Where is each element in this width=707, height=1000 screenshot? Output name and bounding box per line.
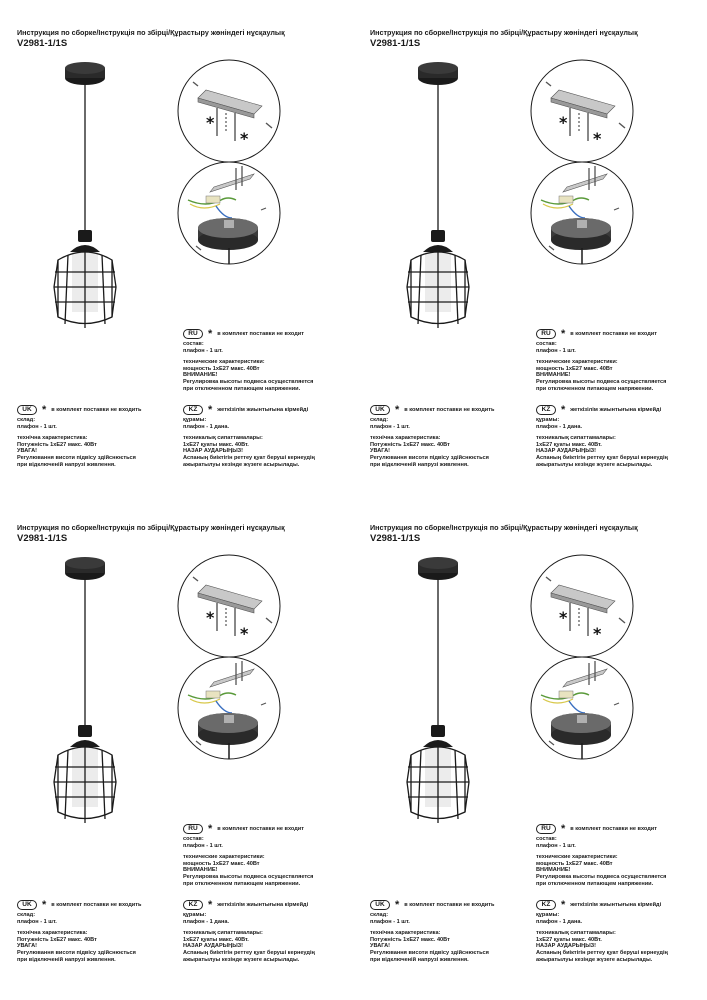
instruction-title: Инструкция по сборке/Інструкція по збірці/Құрастыру жөніндегі нұсқаулық <box>17 523 285 532</box>
kz-specs-label: техникалық сипаттамалары: <box>183 930 263 937</box>
instruction-copy <box>0 0 353 500</box>
canopy-wiring-diagram <box>529 160 635 266</box>
excluded-star-marker: * <box>559 608 568 627</box>
kz-language-badge: KZ <box>183 405 203 415</box>
canopy-wiring-diagram <box>176 160 282 266</box>
excluded-star-marker: * <box>206 608 215 627</box>
uk-specs-label: технічна характеристика: <box>17 435 88 442</box>
star-icon: * <box>395 404 400 416</box>
ru-not-included-note: в комплект поставки не входит <box>217 330 304 337</box>
kz-section <box>183 405 353 468</box>
star-icon: * <box>208 899 213 911</box>
uk-warning-text: при відключеній напрузі живлення. <box>17 461 116 468</box>
ru-contents-value: плафон - 1 шт. <box>183 842 223 849</box>
excluded-star-marker: * <box>206 113 215 132</box>
kz-contents-value: плафон - 1 дана. <box>183 918 230 925</box>
ru-section <box>536 329 701 392</box>
instruction-title: Инструкция по сборке/Інструкція по збірці/Құрастыру жөніндегі нұсқаулық <box>17 28 285 37</box>
bracket-mounting-diagram <box>176 553 282 659</box>
star-icon: * <box>208 404 213 416</box>
kz-language-badge: KZ <box>183 900 203 910</box>
uk-specs-label: технічна характеристика: <box>370 930 441 937</box>
ru-section <box>183 329 348 392</box>
star-icon: * <box>561 823 566 835</box>
uk-section <box>17 900 177 963</box>
kz-warning-label: НАЗАР АУДАРЫҢЫЗ! <box>536 943 597 950</box>
uk-contents-label: склад: <box>370 417 389 423</box>
uk-not-included-note: в комплект поставки не входить <box>404 406 495 413</box>
ru-specs-label: технические характеристики: <box>183 359 265 366</box>
instruction-title: Инструкция по сборке/Інструкція по збірці/Құрастыру жөніндегі нұсқаулық <box>370 523 638 532</box>
star-icon: * <box>395 899 400 911</box>
uk-warning-text: при відключеній напрузі живлення. <box>370 956 469 963</box>
ru-warning-text: при отключенном питающем напряжении. <box>183 880 301 887</box>
kz-not-included-note: жеткізілім жиынтығына кірмейді <box>217 901 309 908</box>
ru-warning-text: Регулировка высоты подвеса осуществляется <box>536 378 667 385</box>
uk-warning-text: при відключеній напрузі живлення. <box>370 461 469 468</box>
bracket-mounting-diagram <box>529 553 635 659</box>
bracket-mounting-diagram <box>529 58 635 164</box>
pendant-lamp-illustration <box>50 557 120 827</box>
uk-warning-text: Регулювання висоти підвісу здійснюється <box>370 949 489 956</box>
uk-specs-value: Потужність 1хЕ27 макс. 40Вт <box>17 936 97 943</box>
uk-contents-value: плафон - 1 шт. <box>370 423 410 430</box>
uk-specs-label: технічна характеристика: <box>17 930 88 937</box>
ru-warning-text: при отключенном питающем напряжении. <box>536 385 654 392</box>
ru-specs-label: технические характеристики: <box>536 854 618 861</box>
uk-section <box>370 900 530 963</box>
excluded-star-marker: * <box>240 129 249 148</box>
uk-specs-label: технічна характеристика: <box>370 435 441 442</box>
kz-contents-value: плафон - 1 дана. <box>536 423 583 430</box>
uk-not-included-note: в комплект поставки не входить <box>404 901 495 908</box>
pendant-lamp-illustration <box>50 62 120 332</box>
uk-warning-label: УВАГА! <box>370 448 391 455</box>
ru-warning-text: Регулировка высоты подвеса осуществляется <box>183 378 314 385</box>
ru-warning-text: Регулировка высоты подвеса осуществляется <box>183 873 314 880</box>
star-icon: * <box>208 823 213 835</box>
kz-warning-text: ажыратылуы кезінде жүзеге асырылады. <box>183 461 300 468</box>
uk-contents-label: склад: <box>17 417 36 423</box>
ru-section <box>536 824 701 887</box>
kz-not-included-note: жеткізілім жиынтығына кірмейді <box>570 901 662 908</box>
ru-specs-label: технические характеристики: <box>183 854 265 861</box>
kz-contents-label: құрамы: <box>183 912 207 918</box>
instruction-copy <box>353 0 706 500</box>
pendant-lamp-illustration <box>403 62 473 332</box>
uk-specs-value: Потужність 1хЕ27 макс. 40Вт <box>17 441 97 448</box>
ru-warning-text: при отключенном питающем напряжении. <box>183 385 301 392</box>
ru-specs-value: мощность 1хЕ27 макс. 40Вт <box>183 860 260 867</box>
uk-section <box>17 405 177 468</box>
excluded-star-marker: * <box>593 129 602 148</box>
kz-contents-value: плафон - 1 дана. <box>183 423 230 430</box>
kz-specs-value: 1хЕ27 қуаты макс. 40Вт. <box>183 936 249 943</box>
kz-section <box>183 900 353 963</box>
ru-language-badge: RU <box>183 824 203 834</box>
kz-specs-label: техникалық сипаттамалары: <box>536 435 616 442</box>
uk-section <box>370 405 530 468</box>
ru-warning-text: Регулировка высоты подвеса осуществляется <box>536 873 667 880</box>
star-icon: * <box>208 328 213 340</box>
kz-section <box>536 405 706 468</box>
uk-warning-label: УВАГА! <box>17 448 38 455</box>
ru-contents-label: состав: <box>183 836 204 842</box>
ru-contents-value: плафон - 1 шт. <box>536 347 576 354</box>
kz-warning-label: НАЗАР АУДАРЫҢЫЗ! <box>183 448 244 455</box>
kz-warning-text: Аспаның биіктігін реттеу қуат беруші кернеудің <box>183 454 315 461</box>
kz-specs-value: 1хЕ27 қуаты макс. 40Вт. <box>536 936 602 943</box>
ru-contents-value: плафон - 1 шт. <box>183 347 223 354</box>
ru-warning-label: ВНИМАНИЕ! <box>183 372 218 379</box>
ru-contents-value: плафон - 1 шт. <box>536 842 576 849</box>
canopy-wiring-diagram <box>176 655 282 761</box>
kz-contents-label: құрамы: <box>183 417 207 423</box>
uk-specs-value: Потужність 1хЕ27 макс. 40Вт <box>370 441 450 448</box>
star-icon: * <box>561 899 566 911</box>
uk-warning-text: Регулювання висоти підвісу здійснюється <box>17 454 136 461</box>
ru-contents-label: состав: <box>183 341 204 347</box>
canopy-wiring-diagram <box>529 655 635 761</box>
ru-contents-label: состав: <box>536 836 557 842</box>
kz-warning-text: ажыратылуы кезінде жүзеге асырылады. <box>536 461 653 468</box>
uk-contents-value: плафон - 1 шт. <box>17 918 57 925</box>
kz-not-included-note: жеткізілім жиынтығына кірмейді <box>570 406 662 413</box>
bracket-mounting-diagram <box>176 58 282 164</box>
ru-language-badge: RU <box>183 329 203 339</box>
ru-specs-label: технические характеристики: <box>536 359 618 366</box>
uk-contents-label: склад: <box>370 912 389 918</box>
ru-specs-value: мощность 1хЕ27 макс. 40Вт <box>536 860 613 867</box>
uk-warning-label: УВАГА! <box>370 943 391 950</box>
ru-warning-text: при отключенном питающем напряжении. <box>536 880 654 887</box>
ru-language-badge: RU <box>536 329 556 339</box>
ru-warning-label: ВНИМАНИЕ! <box>536 372 571 379</box>
uk-language-badge: UK <box>17 405 37 415</box>
kz-warning-label: НАЗАР АУДАРЫҢЫЗ! <box>183 943 244 950</box>
kz-warning-label: НАЗАР АУДАРЫҢЫЗ! <box>536 448 597 455</box>
kz-contents-value: плафон - 1 дана. <box>536 918 583 925</box>
ru-specs-value: мощность 1хЕ27 макс. 40Вт <box>183 365 260 372</box>
kz-specs-value: 1хЕ27 қуаты макс. 40Вт. <box>183 441 249 448</box>
uk-not-included-note: в комплект поставки не входить <box>51 406 142 413</box>
instruction-title: Инструкция по сборке/Інструкція по збірці/Құрастыру жөніндегі нұсқаулық <box>370 28 638 37</box>
ru-contents-label: состав: <box>536 341 557 347</box>
uk-language-badge: UK <box>370 405 390 415</box>
star-icon: * <box>42 404 47 416</box>
uk-contents-value: плафон - 1 шт. <box>17 423 57 430</box>
star-icon: * <box>561 404 566 416</box>
star-icon: * <box>561 328 566 340</box>
ru-not-included-note: в комплект поставки не входит <box>217 825 304 832</box>
ru-specs-value: мощность 1хЕ27 макс. 40Вт <box>536 365 613 372</box>
instruction-copy <box>353 495 706 995</box>
instruction-copy <box>0 495 353 995</box>
uk-warning-text: Регулювання висоти підвісу здійснюється <box>17 949 136 956</box>
kz-contents-label: құрамы: <box>536 417 560 423</box>
excluded-star-marker: * <box>593 624 602 643</box>
ru-warning-label: ВНИМАНИЕ! <box>183 867 218 874</box>
star-icon: * <box>42 899 47 911</box>
ru-warning-label: ВНИМАНИЕ! <box>536 867 571 874</box>
ru-section <box>183 824 348 887</box>
kz-contents-label: құрамы: <box>536 912 560 918</box>
model-number: V2981-1/1S <box>17 533 68 544</box>
uk-language-badge: UK <box>370 900 390 910</box>
uk-not-included-note: в комплект поставки не входить <box>51 901 142 908</box>
excluded-star-marker: * <box>240 624 249 643</box>
kz-warning-text: Аспаның биіктігін реттеу қуат беруші кернеудің <box>183 949 315 956</box>
ru-not-included-note: в комплект поставки не входит <box>570 825 657 832</box>
kz-specs-label: техникалық сипаттамалары: <box>183 435 263 442</box>
uk-warning-text: при відключеній напрузі живлення. <box>17 956 116 963</box>
uk-contents-value: плафон - 1 шт. <box>370 918 410 925</box>
ru-not-included-note: в комплект поставки не входит <box>570 330 657 337</box>
uk-language-badge: UK <box>17 900 37 910</box>
pendant-lamp-illustration <box>403 557 473 827</box>
kz-language-badge: KZ <box>536 900 556 910</box>
model-number: V2981-1/1S <box>370 38 421 49</box>
kz-warning-text: Аспаның биіктігін реттеу қуат беруші кернеудің <box>536 454 668 461</box>
kz-language-badge: KZ <box>536 405 556 415</box>
uk-warning-text: Регулювання висоти підвісу здійснюється <box>370 454 489 461</box>
model-number: V2981-1/1S <box>17 38 68 49</box>
uk-contents-label: склад: <box>17 912 36 918</box>
kz-warning-text: ажыратылуы кезінде жүзеге асырылады. <box>536 956 653 963</box>
kz-warning-text: Аспаның биіктігін реттеу қуат беруші кернеудің <box>536 949 668 956</box>
uk-warning-label: УВАГА! <box>17 943 38 950</box>
excluded-star-marker: * <box>559 113 568 132</box>
kz-warning-text: ажыратылуы кезінде жүзеге асырылады. <box>183 956 300 963</box>
kz-section <box>536 900 706 963</box>
kz-specs-label: техникалық сипаттамалары: <box>536 930 616 937</box>
model-number: V2981-1/1S <box>370 533 421 544</box>
kz-not-included-note: жеткізілім жиынтығына кірмейді <box>217 406 309 413</box>
uk-specs-value: Потужність 1хЕ27 макс. 40Вт <box>370 936 450 943</box>
kz-specs-value: 1хЕ27 қуаты макс. 40Вт. <box>536 441 602 448</box>
ru-language-badge: RU <box>536 824 556 834</box>
